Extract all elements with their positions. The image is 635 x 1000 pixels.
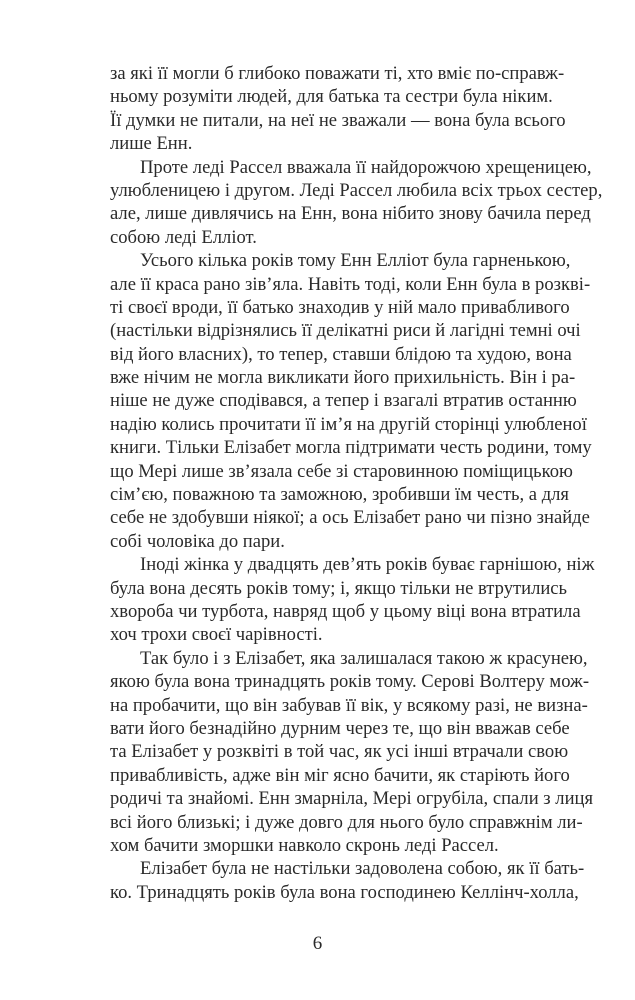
text-line: була вона десять років тому; і, якщо тільки не втрутились bbox=[110, 577, 568, 599]
paragraph-first-line: Проте леді Рассел вважала її найдорожчою хрещеницею, bbox=[140, 156, 592, 178]
text-line: та Елізабет у розквіті в той час, як усі інші втрачали свою bbox=[110, 741, 569, 763]
text-line: книги. Тільки Елізабет могла підтримати честь родини, тому bbox=[110, 437, 592, 459]
text-line: себе не здобувши ніякої; а ось Елізабет рано чи пізно знайде bbox=[110, 507, 590, 529]
paragraph-first-line: Так було і з Елізабет, яка залишалася такою ж красунею, bbox=[140, 647, 588, 669]
text-line: хоч трохи своєї чарівності. bbox=[110, 624, 323, 646]
text-line: але, лише дивлячись на Енн, вона нібито знову бачила перед bbox=[110, 203, 591, 225]
page-number: 6 bbox=[312, 933, 323, 954]
text-line: улюбленицею і другом. Леді Рассел любила всіх трьох сестер, bbox=[110, 179, 603, 201]
paragraph-first-line: Іноді жінка у двадцять дев’ять років буває гарнішою, ніж bbox=[140, 554, 595, 576]
text-line: собою леді Елліот. bbox=[110, 226, 257, 248]
text-line: якою була вона тринадцять років тому. Серові Волтеру мож- bbox=[110, 671, 590, 693]
text-line: лише Енн. bbox=[110, 133, 193, 155]
text-line: ті своєї вроди, її батько знаходив у ній мало привабливого bbox=[110, 296, 570, 318]
text-line: надію колись прочитати її ім’я на другій сторінці улюбленої bbox=[110, 413, 587, 435]
paragraph-first-line: Елізабет була не настільки задоволена собою, як її бать- bbox=[140, 858, 585, 880]
text-line: на пробачити, що він забував її вік, у всякому разі, не визна- bbox=[110, 694, 588, 716]
page-body-text bbox=[110, 62, 603, 904]
text-line: привабливість, адже він міг ясно бачити, як старіють його bbox=[110, 764, 570, 786]
text-line: вати його безнадійно дурним через те, що він вважав себе bbox=[110, 717, 570, 739]
text-line: вже нічим не могла викликати його прихильність. Він і ра- bbox=[110, 367, 576, 389]
text-line: хом бачити зморшки навколо скронь леді Рассел. bbox=[110, 834, 499, 856]
text-line: ко. Тринадцять років була вона господинею Келлінч-холла, bbox=[110, 881, 579, 903]
text-line: ніше не дуже сподівався, а тепер і взагалі втратив останню bbox=[110, 390, 577, 412]
text-line: хвороба чи турбота, навряд щоб у цьому віці вона втратила bbox=[110, 600, 581, 622]
text-line: родичі та знайомі. Енн змарніла, Мері огрубіла, спали з лиця bbox=[110, 788, 594, 810]
text-line: (настільки відрізнялись її делікатні риси й лагідні темні очі bbox=[110, 320, 581, 342]
text-line: всі його близькі; і дуже довго для нього було справжнім ли- bbox=[110, 811, 583, 833]
text-line: але її краса рано зів’яла. Навіть тоді, коли Енн була в розкві- bbox=[110, 273, 591, 295]
paragraph-first-line: Усього кілька років тому Енн Елліот була гарненькою, bbox=[140, 250, 571, 272]
text-line: від його власних), то тепер, ставши блідою та худою, вона bbox=[110, 343, 572, 365]
text-line: сім’єю, поважною та заможною, зробивши їм честь, а для bbox=[110, 484, 569, 506]
text-line: за які її могли б глибоко поважати ті, хто вміє по-справж- bbox=[110, 63, 565, 84]
text-line: ньому розуміти людей, для батька та сестри була ніким. bbox=[110, 86, 553, 108]
text-line: собі чоловіка до пари. bbox=[110, 530, 285, 552]
text-line: Її думки не питали, на неї не зважали — вона була всього bbox=[110, 109, 566, 131]
text-line: що Мері лише зв’язала себе зі старовинною поміщицькою bbox=[110, 460, 573, 482]
